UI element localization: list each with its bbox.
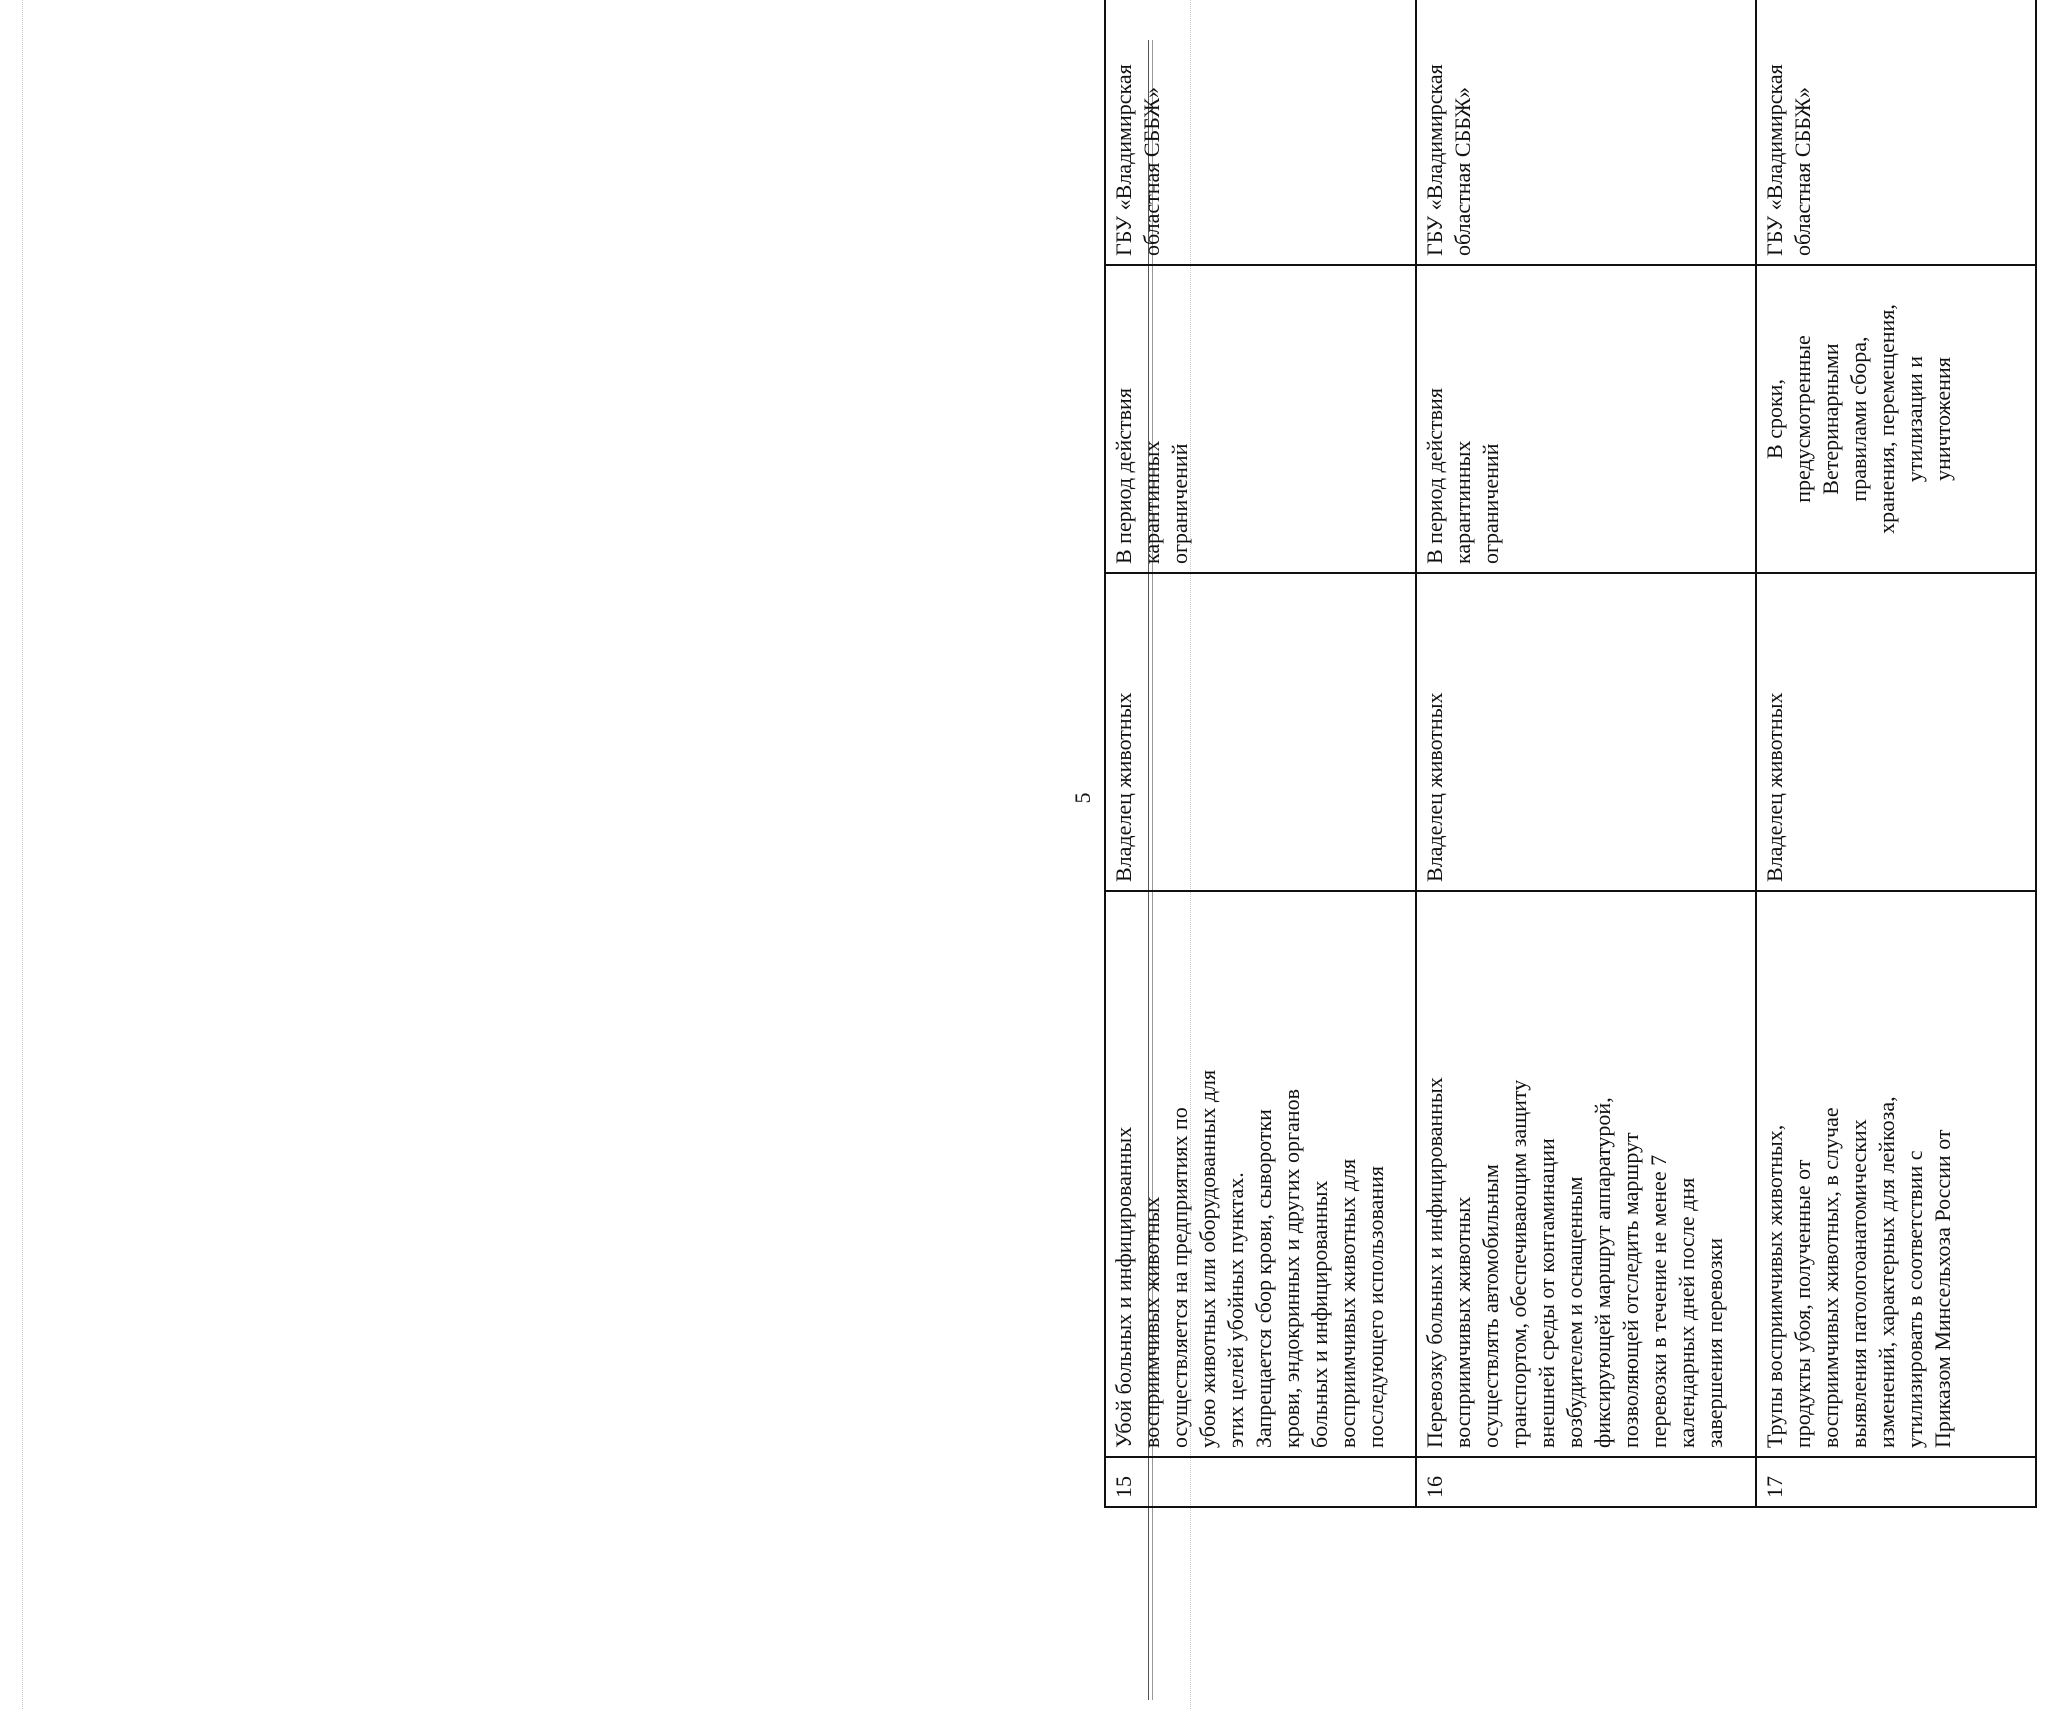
deadline: В период действия карантинных ограничений [1105, 265, 1416, 573]
measure-description: Трупы восприимчивых животных, продукты убоя, полученные от восприимчивых животных, в случае выявления патологоанатомических изменений, характерных для лейкоза, утилизировать в соответствии с Приказом Минсельхоза России от [1756, 891, 2036, 1457]
measures-table [1104, 0, 2037, 1508]
executor: ГБУ «Владимирская областная СББЖ» [1105, 0, 1416, 265]
deadline: В период действия карантинных ограничений [1416, 265, 1756, 573]
page-number: 5 [1070, 792, 1095, 804]
responsible-party: Владелец животных [1416, 573, 1756, 891]
table-row [1416, 0, 1756, 1507]
row-number: 15 [1105, 1457, 1416, 1507]
executor: ГБУ «Владимирская областная СББЖ» [1756, 0, 2036, 265]
responsible-party: Владелец животных [1105, 573, 1416, 891]
measure-description: Перевозку больных и инфицированных восприимчивых животных осуществлять автомобильным транспортом, обеспечивающим защиту внешней среды от контаминации возбудителем и оснащенным фиксирующей маршрут аппаратурой, позволяющей отследить маршрут перевозки в течение не менее 7 календарных дней после дня завершения перевозки [1416, 891, 1756, 1457]
row-number: 16 [1416, 1457, 1756, 1507]
row-number: 17 [1756, 1457, 2036, 1507]
table-row [1756, 0, 2036, 1507]
executor: ГБУ «Владимирская областная СББЖ» [1416, 0, 1756, 265]
scan-artifact-left [22, 0, 24, 1709]
table-row [1105, 0, 1416, 1507]
responsible-party: Владелец животных [1756, 573, 2036, 891]
deadline: В сроки, предусмотренные Ветеринарными правилами сбора, хранения, перемещения, утилизации и уничтожения [1756, 265, 2036, 573]
measure-description: Убой больных и инфицированных восприимчивых животных осуществляется на предприятиях по убою животных или оборудованных для этих целей убойных пунктах. Запрещается сбор крови, сыворотки крови, эндокринных и других органов больных и инфицированных восприимчивых животных для последующего использования [1105, 891, 1416, 1457]
rotated-page [1062, 64, 2047, 1508]
